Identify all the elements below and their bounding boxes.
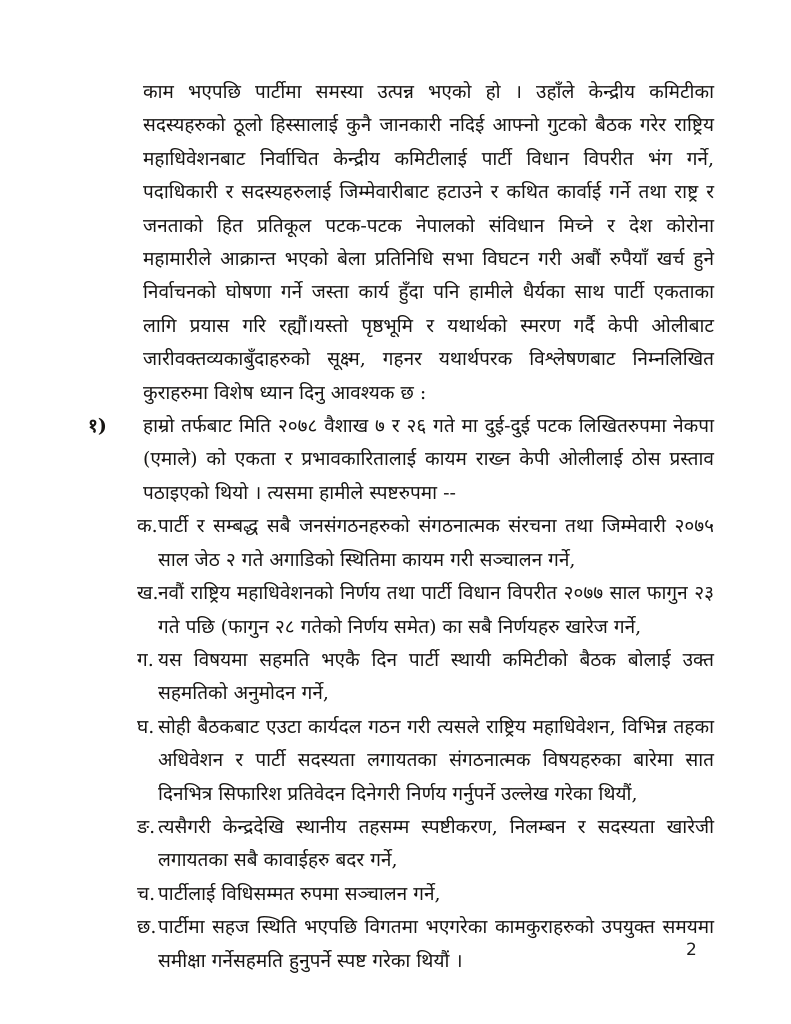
sub-item-gha-text: सोही बैठकबाट एउटा कार्यदल गठन गरी त्यसले राष्ट्रिय महाधिवेशन, विभिन्न तहका अधिवेशन र पार्टी सदस्यता लगायतका संगठनात्मक विषयहरुका बारेमा सात दिनभित्र सिफारिश प्रतिवेदन दिनेगरी निर्णय गर्नुपर्ने उल्लेख गरेका थियौं,	[158, 715, 714, 805]
sub-item-kha	[88, 577, 714, 644]
sub-item-gha-marker: घ.	[137, 715, 155, 738]
sub-item-ga-marker: ग.	[137, 648, 154, 671]
page-number: 2	[686, 940, 697, 960]
sub-item-ga	[88, 644, 714, 711]
sub-item-gha	[88, 711, 714, 811]
sub-item-kha-text: नवौं राष्ट्रिय महाधिवेशनको निर्णय तथा पार्टी विधान विपरीत २०७७ साल फागुन २३ गते पछि (फागुन २८ गतेको निर्णय समेत) का सबै निर्णयहरु खारेज गर्ने,	[158, 582, 714, 638]
sub-item-cha	[88, 878, 714, 911]
sub-item-nga-text: त्यसैगरी केन्द्रदेखि स्थानीय तहसम्म स्पष्टीकरण, निलम्बन र सदस्यता खारेजी लगायतका सबै कावाईहरु बदर गर्ने,	[158, 815, 714, 872]
sub-item-nga	[88, 811, 714, 878]
numbered-item-1	[88, 410, 714, 510]
sub-item-chha-marker: छ.	[137, 916, 157, 939]
sub-item-ka	[88, 510, 714, 577]
sub-item-chha-text: पार्टीमा सहज स्थिति भएपछि विगतमा भएगरेका कामकुराहरुको उपयुक्त समयमा समीक्षा गर्नेसहमति हुनुपर्ने स्पष्ट गरेका थियौं ।	[158, 916, 714, 972]
sub-item-ga-text: यस विषयमा सहमति भएकै दिन पार्टी स्थायी कमिटीको बैठक बोलाई उक्त सहमतिको अनुमोदन गर्ने,	[158, 648, 714, 705]
sub-item-ka-marker: क.	[137, 515, 158, 538]
sub-item-ka-text: पार्टी र सम्बद्ध सबै जनसंगठनहरुको संगठनात्मक संरचना तथा जिम्मेवारी २०७५ साल जेठ २ गते अगाडिको स्थितिमा कायम गरी सञ्चालन गर्ने,	[158, 515, 714, 571]
intro-paragraph: काम भएपछि पार्टीमा समस्या उत्पन्न भएको हो । उहाँले केन्द्रीय कमिटीका सदस्यहरुको ठूलो हिस्सालाई कुनै जानकारी नदिई आफ्नो गुटको बैठक गरेर राष्ट्रिय महाधिवेशनबाट निर्वाचित केन्द्रीय कमिटीलाई पार्टी विधान विपरीत भंग गर्ने, पदाधिकारी र सदस्यहरुलाई जिम्मेवारीबाट हटाउने र कथित कार्वाई गर्ने तथा राष्ट्र र जनताको हित प्रतिकूल पटक-पटक नेपालको संविधान मिच्ने र देश कोरोना महामारीले आक्रान्त भएको बेला प्रतिनिधि सभा विघटन गरी अबौं रुपैयाँ खर्च हुने निर्वाचनको घोषणा गर्ने जस्ता कार्य हुँदा पनि हामीले धैर्यका साथ पार्टी एकताका लागि प्रयास गरि रह्यौं।यस्तो पृष्ठभूमि र यथार्थको स्मरण गर्दै केपी ओलीबाट जारीवक्तव्यकाबुँदाहरुको सूक्ष्म, गहनर यथार्थपरक विश्लेषणबाट निम्नलिखित कुराहरुमा विशेष ध्यान दिनु आवश्यक छ :	[143, 81, 714, 404]
sub-item-cha-text: पार्टीलाई विधिसम्मत रुपमा सञ्चालन गर्ने,	[158, 882, 441, 905]
page-content	[88, 76, 714, 978]
sub-item-chha	[88, 911, 714, 978]
numbered-item-1-text: हाम्रो तर्फबाट मिति २०७८ वैशाख ७ र २६ गते मा दुई-दुई पटक लिखितरुपमा नेकपा (एमाले) को एकता र प्रभावकारितालाई कायम राख्न केपी ओलीलाई ठोस प्रस्ताव पठाइएको थियो । त्यसमा हामीले स्पष्टरुपमा --	[143, 415, 714, 504]
sub-item-cha-marker: च.	[137, 882, 156, 905]
sub-item-kha-marker: ख.	[137, 582, 159, 605]
sub-item-nga-marker: ङ.	[137, 815, 156, 838]
numbered-item-1-marker: १)	[88, 415, 107, 438]
